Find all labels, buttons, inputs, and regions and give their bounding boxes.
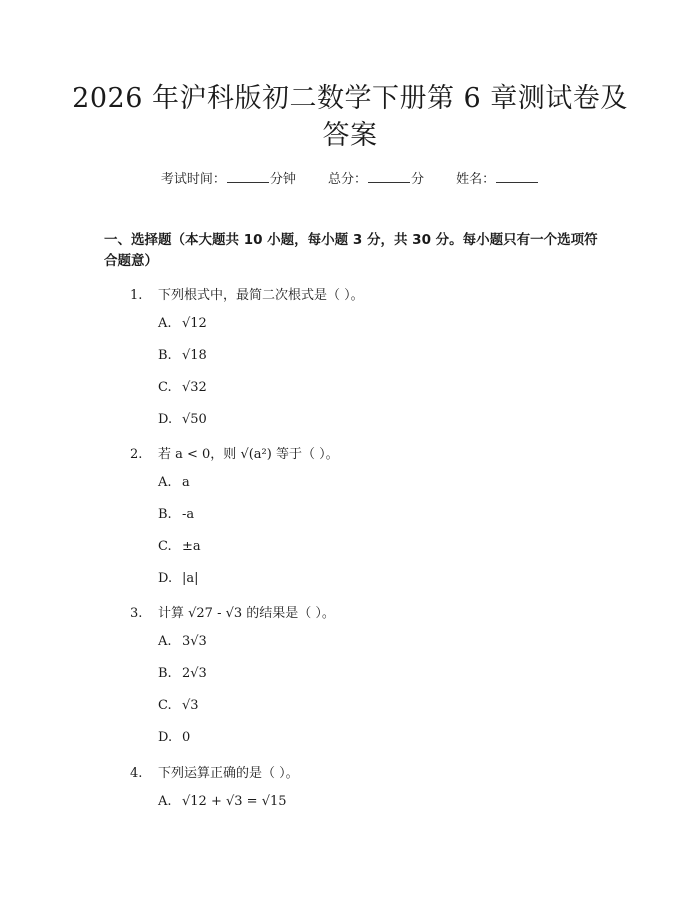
total-score <box>328 168 424 187</box>
option-letter: C. <box>158 698 172 713</box>
option-letter: D. <box>158 730 173 745</box>
question-3-option-b <box>158 666 207 681</box>
question-2 <box>130 443 339 462</box>
question-2-option-c <box>158 539 201 554</box>
option-letter: C. <box>158 539 172 554</box>
section-heading: 一、选择题（本大题共 10 小题，每小题 3 分，共 30 分。每小题只有一个选项符合题意） <box>104 232 598 269</box>
question-1-option-d <box>158 412 207 427</box>
option-text: √3 <box>182 698 199 713</box>
page-title: 2026 年沪科版初二数学下册第 6 章测试卷及答案 <box>72 83 628 151</box>
option-text: 0 <box>182 730 191 745</box>
question-2-option-b <box>158 507 194 522</box>
student-name-blank <box>496 170 538 183</box>
option-letter: A. <box>158 316 172 331</box>
student-name <box>456 168 539 187</box>
option-text: √50 <box>182 412 207 427</box>
question-2-option-d <box>158 571 199 586</box>
exam-time <box>161 168 296 187</box>
exam-time-blank <box>227 170 269 183</box>
question-text: 下列运算正确的是（ ）。 <box>158 766 299 781</box>
option-letter: C. <box>158 380 172 395</box>
option-letter: B. <box>158 348 172 363</box>
total-score-blank <box>368 170 410 183</box>
option-text: √12 + √3 = √15 <box>182 794 287 809</box>
question-number: 4. <box>130 766 143 781</box>
total-score-unit: 分 <box>411 172 425 187</box>
option-letter: B. <box>158 666 172 681</box>
question-text: 若 a < 0，则 √(a²) 等于（ ）。 <box>158 447 339 462</box>
option-letter: D. <box>158 571 173 586</box>
exam-time-unit: 分钟 <box>269 172 296 187</box>
question-1-option-c <box>158 380 207 395</box>
question-number: 2. <box>130 447 143 462</box>
option-text: √18 <box>182 348 207 363</box>
option-text: √32 <box>182 380 207 395</box>
question-3-option-d <box>158 730 190 745</box>
option-letter: A. <box>158 794 172 809</box>
option-text: ±a <box>182 539 201 554</box>
option-text: a <box>182 475 190 490</box>
question-text: 下列根式中，最简二次根式是（ ）。 <box>158 288 364 303</box>
option-text: |a| <box>182 571 199 586</box>
question-number: 3. <box>130 606 143 621</box>
question-number: 1. <box>130 288 143 303</box>
exam-time-label: 考试时间： <box>160 172 226 187</box>
student-name-label: 姓名： <box>456 172 496 187</box>
question-2-option-a <box>158 475 190 490</box>
question-3 <box>130 602 335 621</box>
option-letter: D. <box>158 412 173 427</box>
total-score-label: 总分： <box>327 172 367 187</box>
option-letter: A. <box>158 475 172 490</box>
question-3-option-a <box>158 634 207 649</box>
question-3-option-c <box>158 698 199 713</box>
question-4-option-a <box>158 794 287 809</box>
option-text: -a <box>182 507 195 522</box>
question-4 <box>130 762 299 781</box>
question-1 <box>130 284 364 303</box>
option-text: 2√3 <box>182 666 207 681</box>
option-text: 3√3 <box>182 634 207 649</box>
question-text: 计算 √27 - √3 的结果是（ ）。 <box>158 606 335 621</box>
exam-meta <box>0 168 700 187</box>
question-1-option-a <box>158 316 207 331</box>
option-letter: B. <box>158 507 172 522</box>
option-text: √12 <box>182 316 207 331</box>
question-1-option-b <box>158 348 207 363</box>
option-letter: A. <box>158 634 172 649</box>
